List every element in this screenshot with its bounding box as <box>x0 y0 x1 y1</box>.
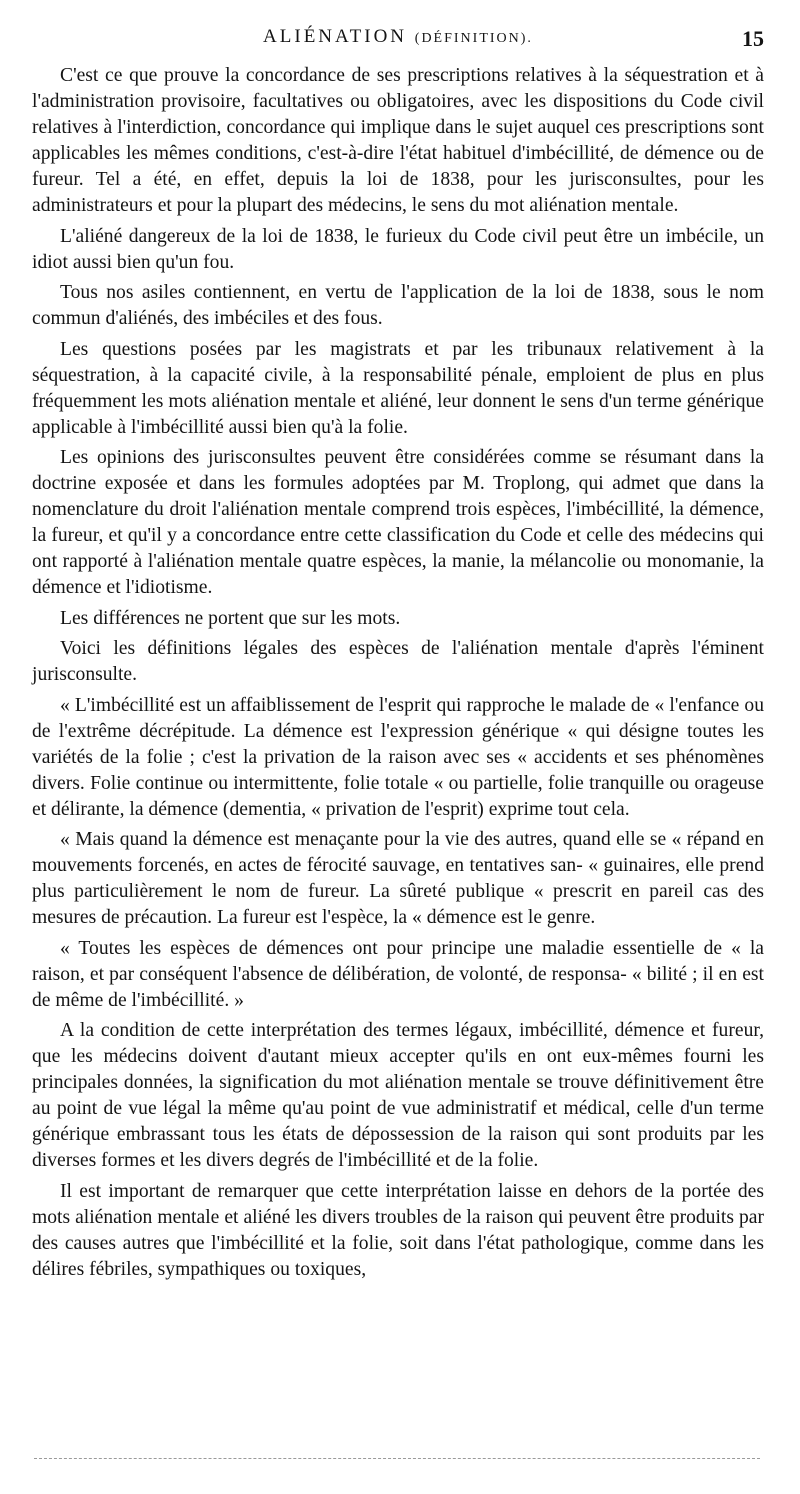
paragraph: Les opinions des jurisconsultes peuvent être considérées comme se résumant dans la doctrine exposée et dans les formules adoptées par M. Troplong, qui admet que dans la nomenclature du droit l'aliénation mentale comprend trois espèces, l'imbécillité, la démence, la fureur, et qu'il y a concordance entre cette classification du Code et celle des médecins qui ont rapporté à l'aliénation mentale quatre espèces, la manie, la mélancolie ou monomanie, la démence et l'idiotisme. <box>32 447 764 598</box>
quotation-paragraph: « Toutes les espèces de démences ont pour principe une maladie essentielle de « la raison, et par conséquent l'absence de délibération, de volonté, de responsa- « bilité ; il en est de même de l'imbécillité. » <box>32 937 764 1011</box>
paragraph: Voici les définitions légales des espèces de l'aliénation mentale d'après l'éminent jurisconsulte. <box>32 638 764 685</box>
quotation-paragraph: « L'imbécillité est un affaiblissement de l'esprit qui rapproche le malade de « l'enfance ou de l'extrême décrépitude. La démence est l'expression générique « qui désigne toutes les variétés de la folie ; c'est la privation de la raison avec ses « accidents et ses phénomènes divers. Folie continue ou intermittente, folie totale « ou partielle, folie tranquille ou orageuse et délirante, la démence (dementia, « privation de l'esprit) exprime tout cela. <box>32 694 764 820</box>
paragraph: Tous nos asiles contiennent, en vertu de l'application de la loi de 1838, sous le nom commun d'aliénés, des imbéciles et des fous. <box>32 282 764 329</box>
page-number: 15 <box>742 26 764 51</box>
paragraph: Les différences ne portent que sur les mots. <box>60 607 401 629</box>
running-title-sub: (DÉFINITION). <box>414 31 533 46</box>
bottom-divider <box>34 1458 760 1459</box>
paragraph: L'aliéné dangereux de la loi de 1838, le furieux du Code civil peut être un imbécile, un idiot aussi bien qu'un fou. <box>32 225 764 273</box>
body-text <box>32 63 764 1283</box>
quotation-paragraph: « Mais quand la démence est menaçante pour la vie des autres, quand elle se « répand en mouvements forcenés, en actes de férocité sauvage, en tentatives san- « guinaires, elle prend plus particulièrement le nom de fureur. La sûreté publique « prescrit en pareil cas des mesures de précaution. La fureur est l'espèce, la « démence est le genre. <box>32 829 764 928</box>
paragraph: C'est ce que prouve la concordance de ses prescriptions relatives à la séquestration et à l'administration provisoire, facultatives ou obligatoires, avec les dispositions du Code civil relatives à l'interdiction, concordance qui implique dans le sujet auquel ces prescriptions sont applicables les mêmes conditions, c'est-à-dire l'état habituel d'imbécillité, de démence ou de fureur. Tel a été, en effet, depuis la loi de 1838, pour les jurisconsultes, pour les administrateurs et pour la plupart des médecins, le sens du mot aliénation mentale. <box>32 65 764 216</box>
paragraph: A la condition de cette interprétation des termes légaux, imbécillité, démence et fureur, que les médecins doivent d'autant mieux accepter qu'ils en ont eux-mêmes fourni les principales données, la signification du mot aliénation mentale se trouve définitivement être au point de vue légal la même qu'au point de vue administratif et médical, celle d'un terme générique embrassant tous les états de dépossession de la raison qui sont produits par les diverses formes et les divers degrés de l'imbécillité et de la folie. <box>32 1020 764 1171</box>
running-title <box>32 26 764 48</box>
paragraph: Les questions posées par les magistrats et par les tribunaux relativement à la séquestration, à la capacité civile, à la responsabilité pénale, emploient de plus en plus fréquemment les mots aliénation mentale et aliéné, leur donnent le sens d'un terme générique applicable à l'imbécillité aussi bien qu'à la folie. <box>32 338 764 438</box>
paragraph: Il est important de remarquer que cette interprétation laisse en dehors de la portée des mots aliénation mentale et aliéné les divers troubles de la raison qui peuvent être produits par des causes autres que l'imbécillité et la folie, soit dans l'état pathologique, comme dans les délires fébriles, sympathiques ou toxiques, <box>32 1180 764 1280</box>
page-header <box>32 26 764 54</box>
running-title-main: ALIÉNATION <box>263 26 408 47</box>
